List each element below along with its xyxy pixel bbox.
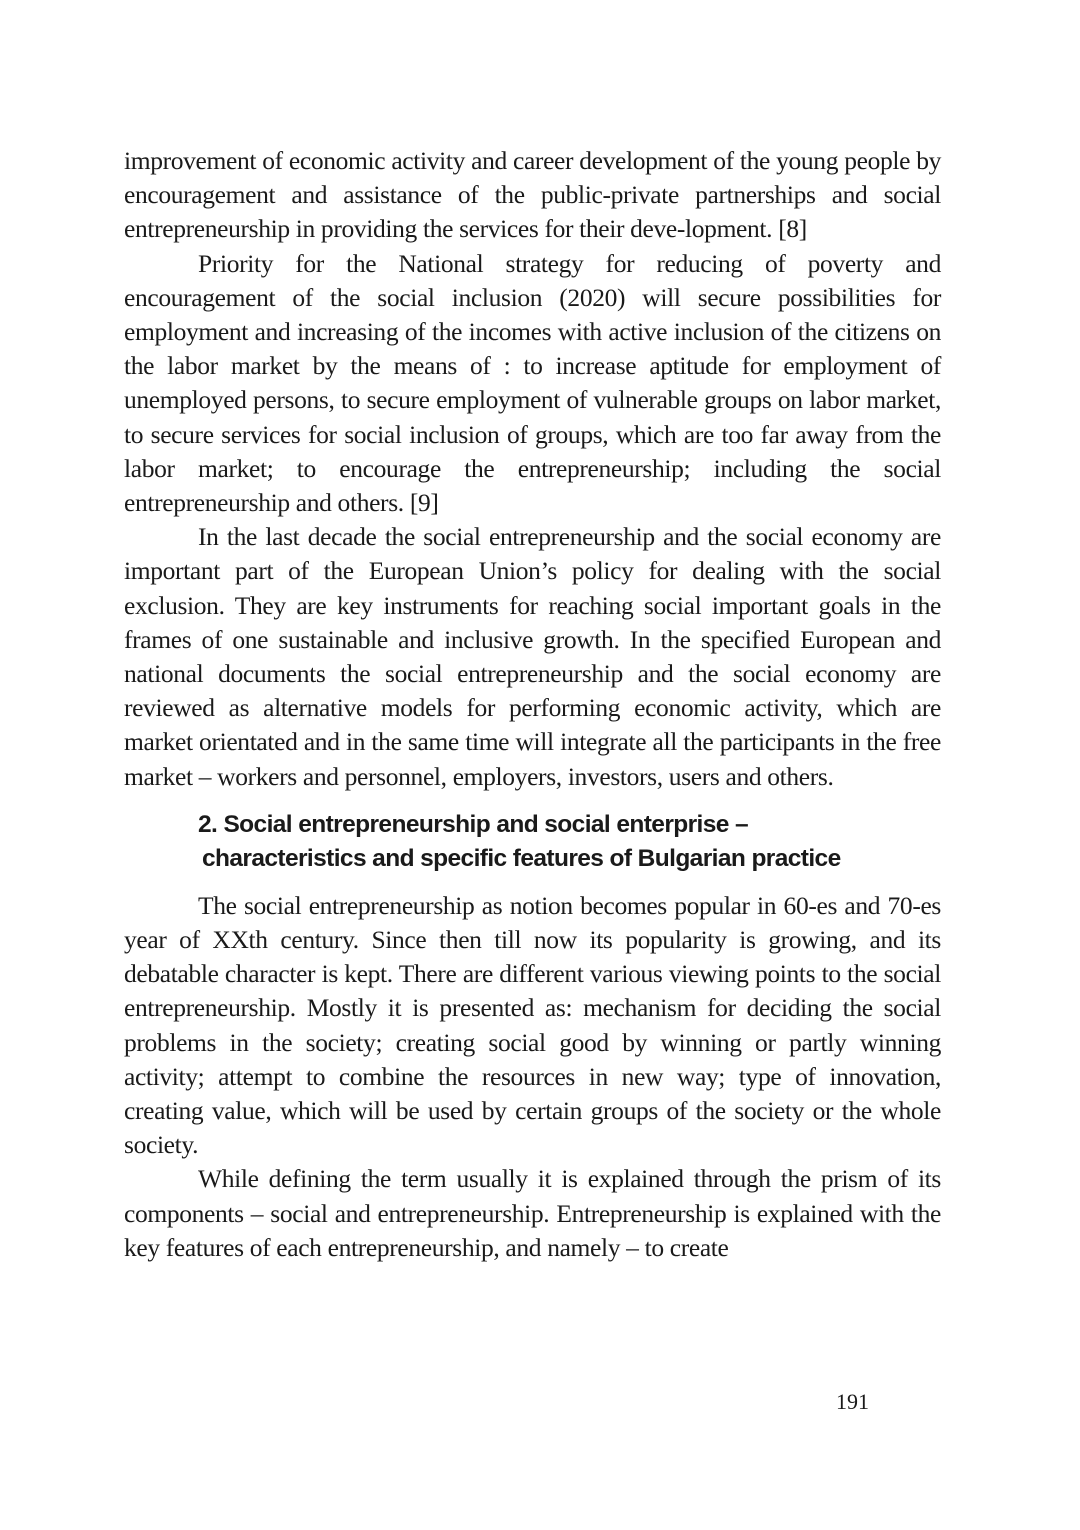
paragraph-eu-policy: In the last decade the social entrepreneurship and the social economy are important part of the European Union’s policy for dealing with the social exclusion. They are key instruments for reaching social important goals in the frames of one sustainable and inclusive growth. In the specified European and national documents the social entrepreneurship and the social economy are reviewed as alternative models for performing economic activity, which are market orientated and in the same time will integrate all the participants in the free market – workers and personnel, employers, investors, users and others. bbox=[124, 522, 941, 791]
paragraph-continuation: improvement of economic activity and career development of the young people by encouragement and assistance of the public-private partnerships and social entrepreneurship in providing the services for their deve-lopment. [8] bbox=[124, 146, 941, 244]
section-heading bbox=[124, 808, 941, 876]
page-number: 191 bbox=[836, 1389, 869, 1414]
paragraph-national-strategy: Priority for the National strategy for reducing of poverty and encouragement of the social inclusion (2020) will secure possibilities for employment and increasing of the incomes with active inclusion of the citizens on the labor market by the means of : to increase aptitude for employment of unemployed persons, to secure employment of vulnerable groups on labor market, to secure services for social inclusion of groups, which are too far away from the labor market; to encourage the entrepreneurship; including the social entrepreneurship and others. [9] bbox=[124, 248, 941, 518]
section-heading-line-1: 2. Social entrepreneurship and social enterprise – bbox=[198, 810, 749, 838]
page-body bbox=[124, 144, 941, 1265]
paragraph-notion-history: The social entrepreneurship as notion becomes popular in 60-es and 70-es year of XXth century. Since then till now its popularity is growing, and its debatable character is kept. There are different various viewing points to the social entrepreneurship. Mostly it is presented as: mechanism for deciding the social problems in the society; creating social good by winning or partly winning activity; attempt to combine the resources in new way; type of innovation, creating value, which will be used by certain groups of the society or the whole society. bbox=[124, 890, 941, 1160]
section-heading-line-2: characteristics and specific features of Bulgarian practice bbox=[202, 844, 841, 872]
paragraph-term-definition: While defining the term usually it is explained through the prism of its components – social and entrepreneurship. Entrepreneurship is explained with the key features of each entrepreneurship, and namely – to create bbox=[124, 1164, 941, 1262]
